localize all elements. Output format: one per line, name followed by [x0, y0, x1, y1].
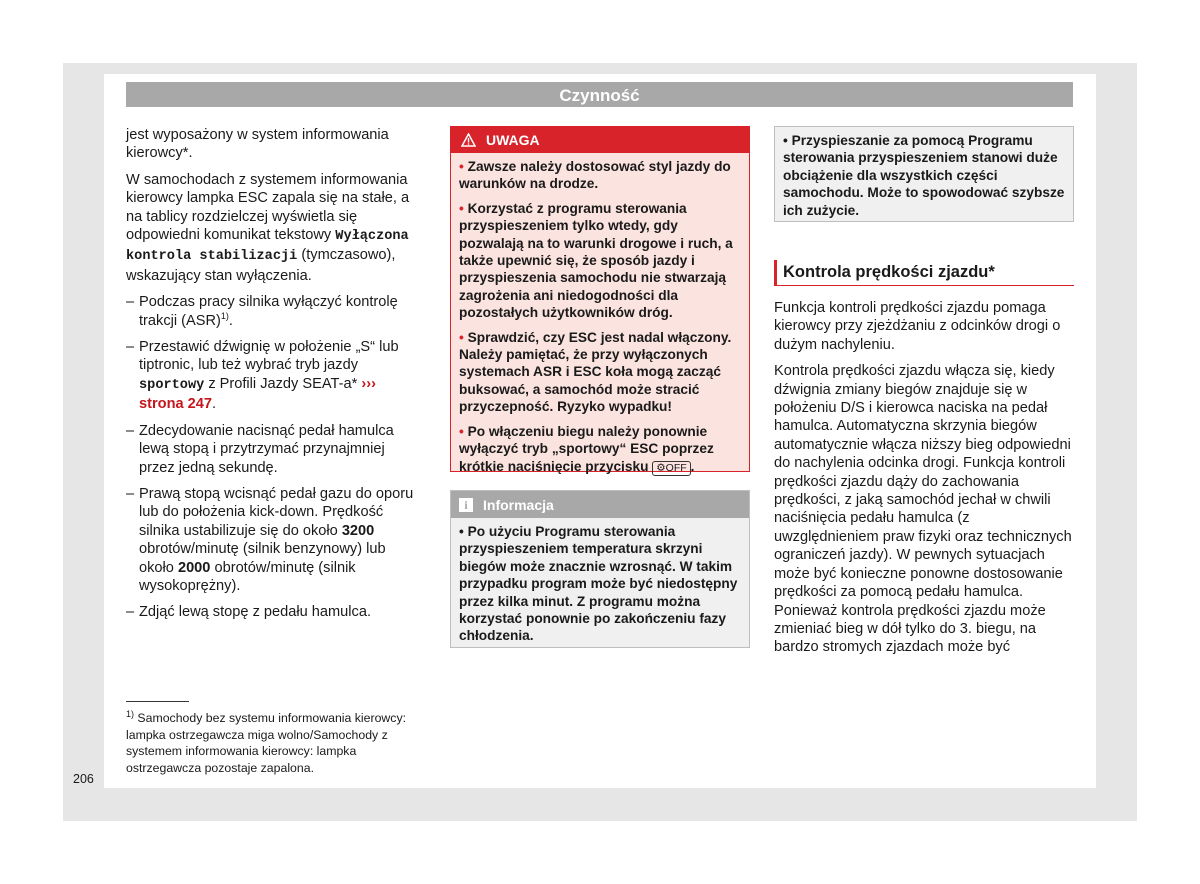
page-header: Czynność: [126, 82, 1073, 107]
paragraph: jest wyposażony w system informowania kierowcy*.: [126, 127, 389, 162]
page-link[interactable]: strona 247: [139, 396, 213, 413]
footnote-marker: 1): [126, 708, 135, 719]
info-title: Informacja: [483, 496, 554, 513]
left-column: [126, 126, 422, 630]
info-body: [451, 518, 749, 645]
mode-name: sportowy: [139, 377, 205, 393]
note-box: [774, 126, 1074, 222]
cross-reference-arrow: ›››: [361, 375, 376, 392]
page-number: 206: [73, 772, 94, 786]
info-text: • Po użyciu Programu sterowania przyspieszeniem temperatura skrzyni biegów może znacznie wzrosnąć. W takim przypadku program może być niedostępny przez kilka minut. Z programu można korzystać ponownie po zakończeniu fazy chłodzenia.: [459, 524, 738, 644]
paragraph: W samochodach z systemem informowania kierowcy lampka ESC zapala się na stałe, a na tablicy rozdzielczej wyświetla się odpowiedni komunikat tekstowy Wyłączona kontrola stabilizacji (tymczasowo), wskazujący stan wyłączenia.: [126, 171, 410, 284]
list-item: – Zdecydowanie nacisnąć pedał hamulca lewą stopą i przytrzymać przynajmniej przez jedną sekundę.: [126, 422, 394, 476]
footnote-ref: 1): [220, 310, 229, 321]
section-title: Kontrola prędkości zjazdu*: [774, 260, 1074, 286]
warning-item: • Korzystać z programu sterowania przyspieszeniem tylko wtedy, gdy pozwalają na to warunki drogowe i ruch, a także upewnić się, że sposób jazdy i przyspieszenia samochodu nie stwarzają zagrożenia ani niedogodności dla pozostałych użytkowników dróg.: [459, 200, 733, 321]
warning-header: [451, 127, 749, 153]
warning-body: [451, 153, 749, 476]
info-box: [450, 490, 750, 648]
paragraph: Funkcja kontroli prędkości zjazdu pomaga kierowcy przy zjeżdżaniu z odcinków drogi o dużym nachyleniu.: [774, 300, 1061, 353]
list-item: – Przestawić dźwignię w położenie „S“ lub tiptronic, lub też wybrać tryb jazdy sportowy z Profili Jazdy SEAT-a* ››› strona 247.: [126, 339, 399, 413]
warning-item: • Sprawdzić, czy ESC jest nadal włączony. Należy pamiętać, że przy wyłączonych systemach ASR i ESC koła mogą zacząć buksować, a samochód może stracić przyczepność. Ryzyko wypadku!: [459, 329, 732, 415]
info-header: [451, 491, 749, 518]
warning-title: UWAGA: [486, 131, 540, 148]
right-column: [774, 299, 1074, 665]
list-item: – Zdjąć lewą stopę z pedału hamulca.: [126, 604, 372, 621]
warning-box: [450, 126, 750, 472]
note-text: • Przyspieszanie za pomocą Programu sterowania przyspieszeniem stanowi duże obciążenie dla wszystkich części samochodu. Może to spowodować szybsze ich zużycie.: [783, 133, 1065, 218]
esc-off-button-icon: ⚙OFF: [652, 461, 690, 476]
warning-item: • Zawsze należy dostosować styl jazdy do warunków na drodze.: [459, 159, 731, 192]
step-list: [126, 293, 422, 622]
footnote: $^{1)}$ Samochody bez systemu informowania kierowcy: lampka ostrzegawcza miga wolno/Samochody z systemem informowania kierowcy: lampka ostrzegawcza pozostaje zapalona.: [126, 708, 407, 775]
list-item: – Prawą stopą wcisnąć pedał gazu do oporu lub do położenia kick-down. Prędkość silnika ustabilizuje się do około 3200 obrotów/minutę (silnik benzynowy) lub około 2000 obrotów/minutę (silnik wysokoprężny).: [126, 485, 414, 594]
info-icon: i: [459, 498, 473, 512]
footnote-divider: [126, 701, 189, 702]
list-item: – Podczas pracy silnika wyłączyć kontrolę trakcji (ASR)$^{1)}$.: [126, 294, 398, 329]
display-message: Wyłączona kontrola stabilizacji: [126, 229, 409, 265]
warning-item: • Po włączeniu biegu należy ponownie wyłączyć tryb „sportowy“ ESC poprzez krótkie naciśnięcie przycisku ⚙OFF .: [459, 423, 714, 474]
paragraph: Kontrola prędkości zjazdu włącza się, kiedy dźwignia zmiany biegów znajduje się w położeniu D/S i kierowca naciska na pedał hamulca. Automatyczna skrzynia biegów automatycznie włącza niższy bieg odpowiedni do nachylenia odcinka drogi. Funkcja kontroli prędkości zjazdu dąży do zachowania prędkości, z jaką samochód jechał w chwili naciśnięcia pedału hamulca (z uwzględnieniem praw fizyki oraz technicznych ograniczeń jazdy). W pewnych sytuacjach może być konieczne ponowne dostosowanie prędkości za pomocą pedału hamulca. Ponieważ kontrola prędkości zjazdu może zmieniać bieg w dół tylko do 3. biegu, na bardzo stromych zjazdach może być: [774, 363, 1072, 656]
warning-triangle-icon: [461, 133, 476, 147]
